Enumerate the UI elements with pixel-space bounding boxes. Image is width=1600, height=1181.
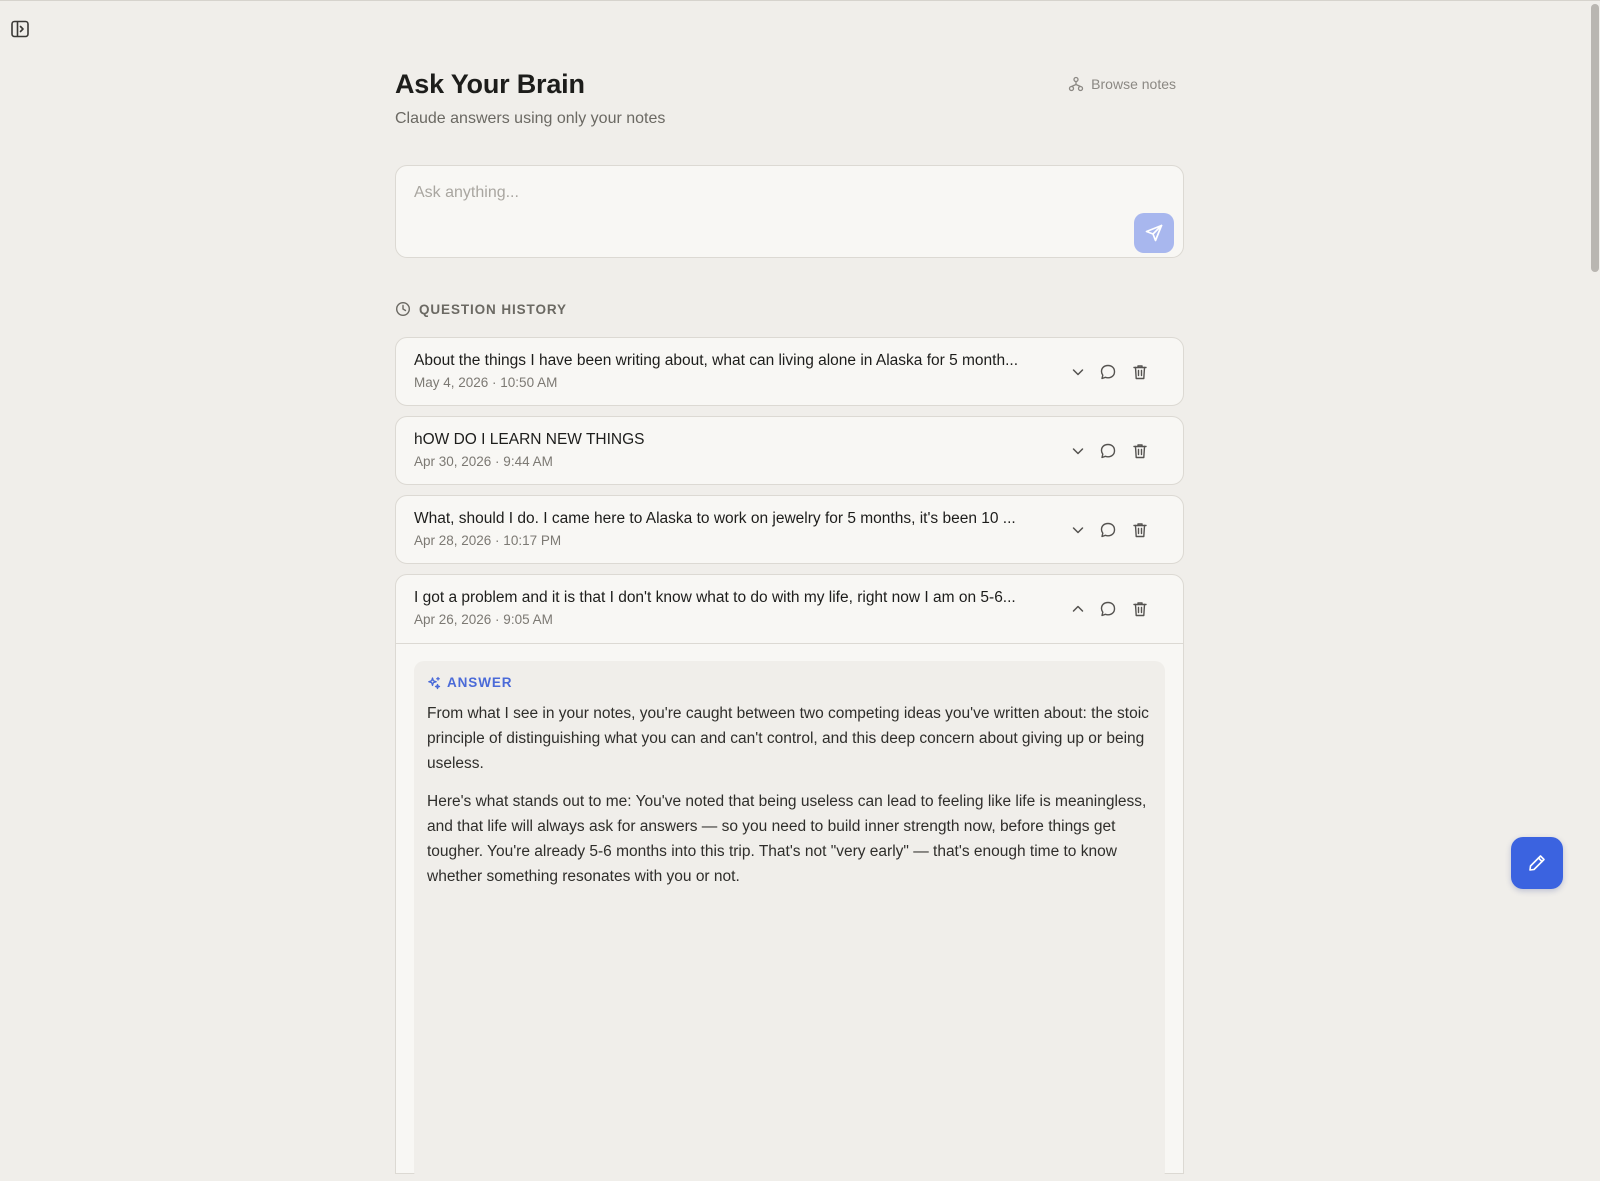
history-actions — [1068, 520, 1162, 540]
answer-label: ANSWER — [447, 675, 513, 690]
trash-icon — [1131, 600, 1149, 618]
delete-button[interactable] — [1130, 520, 1150, 540]
top-border — [0, 0, 1600, 1]
answer-body — [427, 701, 1155, 902]
trash-icon — [1131, 521, 1149, 539]
ask-box — [395, 165, 1184, 258]
history-question[interactable]: What, should I do. I came here to Alaska to work on jewelry for 5 months, it's been 10 ... — [414, 510, 1016, 527]
history-date: May 4, 2026 · 10:50 AM — [414, 375, 558, 390]
collapse-button[interactable] — [1068, 599, 1088, 619]
delete-button[interactable] — [1130, 441, 1150, 461]
chat-bubble-icon — [1099, 600, 1117, 618]
send-button[interactable] — [1134, 213, 1174, 253]
chat-bubble-icon — [1099, 442, 1117, 460]
chevron-down-icon — [1070, 522, 1086, 538]
follow-up-button[interactable] — [1098, 441, 1118, 461]
chat-bubble-icon — [1099, 363, 1117, 381]
answer-paragraph: Here's what stands out to me: You've noted that being useless can lead to feeling like life is meaningless, and that life will always ask for answers — so you need to build inner strength now, before things get tougher. You're already 5-6 months into this trip. That's not "very early" — that's enough time to know whether something resonates with you or not. — [427, 793, 1147, 885]
expand-button[interactable] — [1068, 441, 1088, 461]
follow-up-button[interactable] — [1098, 520, 1118, 540]
expand-button[interactable] — [1068, 520, 1088, 540]
answer-panel — [414, 661, 1165, 1181]
history-item — [395, 495, 1184, 564]
history-actions — [1068, 599, 1162, 619]
clock-icon — [395, 301, 411, 317]
answer-paragraph: From what I see in your notes, you're caught between two competing ideas you've written about: the stoic principle of distinguishing what you can and can't control, and this deep concern about giving up or being useless. — [427, 705, 1149, 772]
follow-up-button[interactable] — [1098, 599, 1118, 619]
scrollbar[interactable] — [1590, 0, 1600, 910]
ask-input[interactable] — [414, 180, 1114, 206]
expand-button[interactable] — [1068, 362, 1088, 382]
history-date: Apr 26, 2026 · 9:05 AM — [414, 612, 553, 627]
scrollbar-thumb[interactable] — [1591, 4, 1599, 272]
pencil-icon — [1527, 853, 1547, 873]
history-actions — [1068, 362, 1162, 382]
browse-notes-link[interactable] — [1068, 76, 1176, 92]
history-question[interactable]: About the things I have been writing about, what can living alone in Alaska for 5 month... — [414, 352, 1019, 369]
sparkle-icon — [427, 676, 441, 690]
chevron-down-icon — [1070, 364, 1086, 380]
panel-toggle-icon — [10, 19, 30, 39]
history-date: Apr 30, 2026 · 9:44 AM — [414, 454, 553, 469]
send-icon — [1144, 223, 1164, 243]
history-question[interactable]: I got a problem and it is that I don't know what to do with my life, right now I am on 5-6... — [414, 589, 1016, 606]
page-title: Ask Your Brain — [395, 69, 585, 99]
history-date: Apr 28, 2026 · 10:17 PM — [414, 533, 562, 548]
history-question[interactable]: hOW DO I LEARN NEW THINGS — [414, 431, 645, 448]
history-item — [395, 337, 1184, 406]
delete-button[interactable] — [1130, 599, 1150, 619]
history-actions — [1068, 441, 1162, 461]
sidebar-toggle-button[interactable] — [10, 19, 30, 39]
trash-icon — [1131, 442, 1149, 460]
new-note-button[interactable] — [1511, 837, 1563, 889]
history-item-expanded — [395, 574, 1184, 1174]
chevron-up-icon — [1070, 601, 1086, 617]
chat-bubble-icon — [1099, 521, 1117, 539]
history-item — [395, 416, 1184, 485]
browse-notes-label: Browse notes — [1091, 76, 1176, 92]
page-subtitle: Claude answers using only your notes — [395, 110, 666, 127]
delete-button[interactable] — [1130, 362, 1150, 382]
item-divider — [396, 643, 1183, 644]
question-history-label: QUESTION HISTORY — [419, 301, 567, 317]
follow-up-button[interactable] — [1098, 362, 1118, 382]
answer-heading — [427, 675, 512, 690]
chevron-down-icon — [1070, 443, 1086, 459]
trash-icon — [1131, 363, 1149, 381]
question-history-heading — [395, 301, 567, 317]
network-icon — [1068, 76, 1084, 92]
